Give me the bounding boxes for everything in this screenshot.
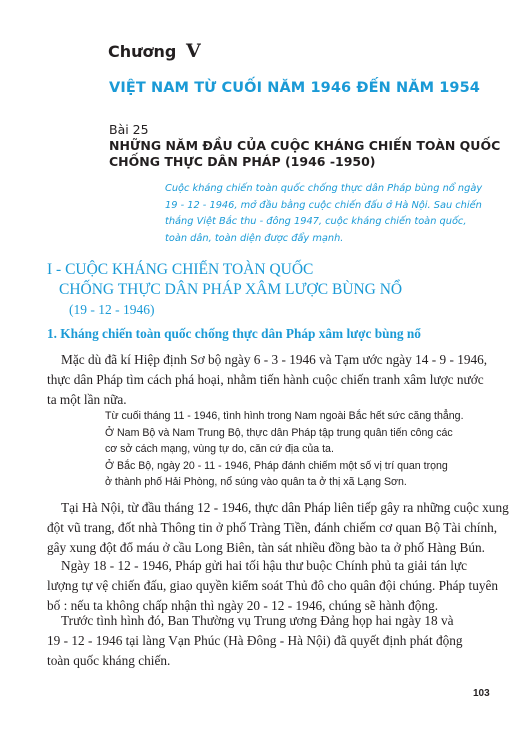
paragraph-line: gây xung đột đổ máu ở cầu Long Biên, tàn sát nhiều đồng bào ta ở phố Hàng Bún. xyxy=(47,540,486,555)
note-line: ở thành phố Hải Phòng, nổ súng vào quân ta ở thị xã Lạng Sơn. xyxy=(105,476,407,489)
note-line: Ở Bắc Bộ, ngày 20 - 11 - 1946, Pháp đánh chiếm một số vị trí quan trọng xyxy=(105,459,448,472)
paragraph-line: đột vũ trang, đốt nhà Thông tin ở phố Tràng Tiền, đánh chiếm cơ quan Bộ Tài chính, xyxy=(47,520,498,535)
paragraph xyxy=(47,556,499,616)
paragraph-line: toàn quốc kháng chiến. xyxy=(47,653,171,668)
intro-line: toàn dân, toàn diện được đẩy mạnh. xyxy=(165,232,344,244)
paragraph xyxy=(47,498,509,558)
subsection-title: 1. Kháng chiến toàn quốc chống thực dân Pháp xâm lược bùng nổ xyxy=(47,326,421,341)
chapter-title: VIỆT NAM TỪ CUỐI NĂM 1946 ĐẾN NĂM 1954 xyxy=(109,80,481,96)
section-heading-line: I - CUỘC KHÁNG CHIẾN TOÀN QUỐC xyxy=(47,261,314,278)
chapter-label: Chương xyxy=(108,42,177,61)
paragraph xyxy=(47,350,487,410)
section-heading-line: CHỐNG THỰC DÂN PHÁP XÂM LƯỢC BÙNG NỔ xyxy=(59,281,403,298)
chapter-number: V xyxy=(185,40,201,62)
paragraph-line: Tại Hà Nội, từ đầu tháng 12 - 1946, thực dân Pháp liên tiếp gây ra những cuộc xung xyxy=(61,500,509,515)
section-heading xyxy=(47,260,402,320)
lesson-title-line: CHỐNG THỰC DÂN PHÁP (1946 -1950) xyxy=(109,154,376,169)
paragraph-line: lượng tự vệ chiến đấu, giao quyền kiểm soát Thủ đô cho quân đội chúng. Pháp tuyên xyxy=(47,578,499,593)
paragraph xyxy=(47,611,487,671)
lesson-intro xyxy=(165,181,495,247)
note-line: Từ cuối tháng 11 - 1946, tình hình trong Nam ngoài Bắc hết sức căng thẳng. xyxy=(105,410,464,422)
side-note xyxy=(105,408,490,491)
paragraph-line: ta một lần nữa. xyxy=(47,392,127,407)
chapter-heading xyxy=(108,40,201,62)
paragraph-line: bố : nếu ta không chấp nhận thì ngày 20 - 12 - 1946, chúng sẽ hành động. xyxy=(47,598,439,613)
section-heading-date: (19 - 12 - 1946) xyxy=(69,302,155,317)
lesson-title xyxy=(109,138,501,170)
note-line: cơ sở cách mạng, vùng tự do, căn cứ địa của ta. xyxy=(105,443,334,456)
note-line: Ở Nam Bộ và Nam Trung Bộ, thực dân Pháp tập trung quân tiến công các xyxy=(105,426,453,439)
intro-line: 19 - 12 - 1946, mở đầu bằng cuộc chiến đấu ở Hà Nội. Sau chiến xyxy=(165,199,482,211)
paragraph-line: Ngày 18 - 12 - 1946, Pháp gửi hai tối hậu thư buộc Chính phủ ta giải tán lực xyxy=(61,558,468,573)
intro-line: thắng Việt Bắc thu - đông 1947, cuộc kháng chiến toàn quốc, xyxy=(165,216,467,227)
lesson-title-line: NHỮNG NĂM ĐẦU CỦA CUỘC KHÁNG CHIẾN TOÀN QUỐC xyxy=(109,138,501,153)
page-number: 103 xyxy=(473,688,490,699)
paragraph-line: thực dân Pháp tìm cách phá hoại, nhằm tiến hành cuộc chiến tranh xâm lược nước xyxy=(47,372,484,387)
paragraph-line: 19 - 12 - 1946 tại làng Vạn Phúc (Hà Đông - Hà Nội) đã quyết định phát động xyxy=(47,633,463,648)
lesson-number: Bài 25 xyxy=(109,122,149,137)
paragraph-line: Mặc dù đã kí Hiệp định Sơ bộ ngày 6 - 3 - 1946 và Tạm ước ngày 14 - 9 - 1946, xyxy=(61,352,488,367)
intro-line: Cuộc kháng chiến toàn quốc chống thực dân Pháp bùng nổ ngày xyxy=(165,183,483,194)
paragraph-line: Trước tình hình đó, Ban Thường vụ Trung ương Đảng họp hai ngày 18 và xyxy=(61,613,454,628)
